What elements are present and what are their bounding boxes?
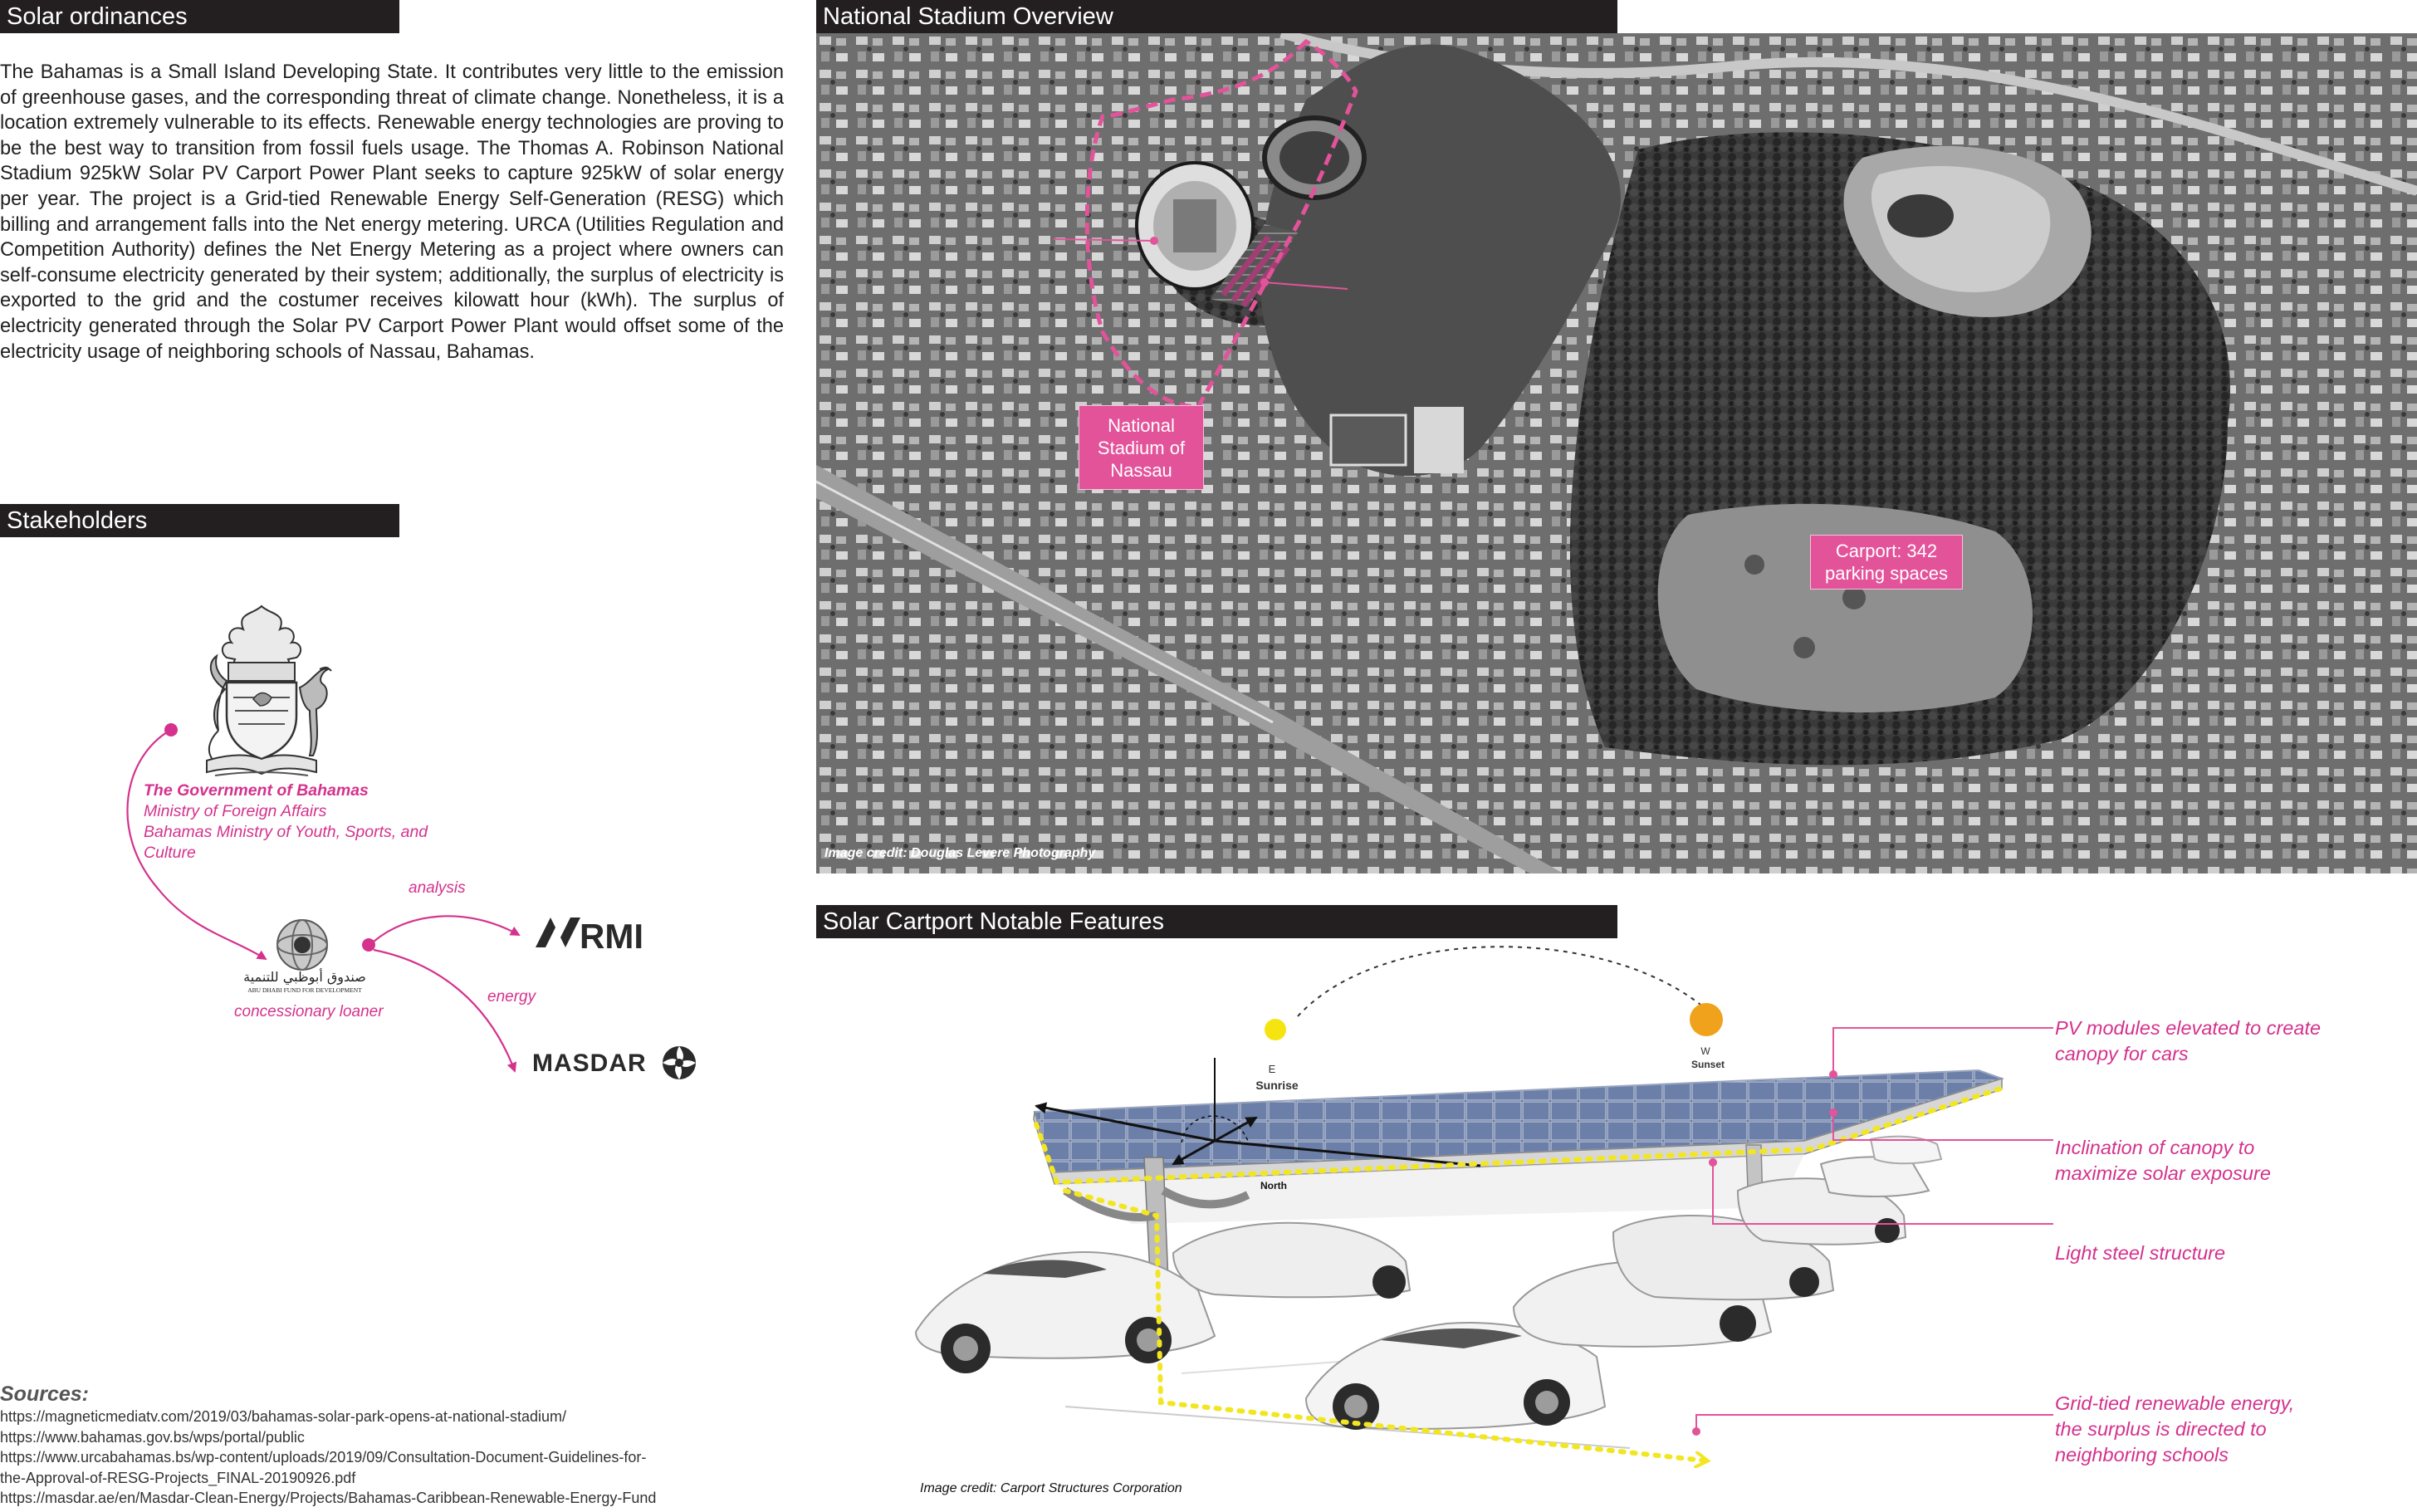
rmi-logo-text: RMI [580, 917, 643, 956]
stadium-callout-line-3: Nassau [1110, 459, 1172, 481]
stadium-callout-line-1: National [1108, 414, 1175, 436]
feature-grid-tied [2055, 1391, 2294, 1468]
fund-arabic-name: صندوق أبوظبي للتنمية [243, 969, 366, 985]
carport-callout-line-1: Carport: 342 [1835, 541, 1938, 561]
feature-pv-modules-line-1: PV modules elevated to create [2055, 1017, 2322, 1039]
aerial-map-graphic [816, 33, 2417, 873]
stadium-callout-line-2: Stadium of [1097, 437, 1186, 458]
header-solar-ordinances: Solar ordinances [0, 0, 399, 33]
header-cartport-features: Solar Cartport Notable Features [816, 905, 1617, 938]
feature-inclination-line-2: maximize solar exposure [2055, 1162, 2271, 1184]
government-title: The Government of Bahamas [144, 781, 369, 800]
header-stakeholders: Stakeholders [0, 504, 399, 537]
sources-section [0, 1382, 747, 1509]
sunrise-label: Sunrise [1255, 1079, 1299, 1092]
sunset-label: Sunset [1690, 1059, 1725, 1070]
feature-light-steel [2055, 1240, 2225, 1266]
masdar-logo-text: MASDAR [532, 1050, 647, 1077]
feature-inclination-line-1: Inclination of canopy to [2055, 1137, 2255, 1158]
feature-pv-modules-line-2: canopy for cars [2055, 1043, 2189, 1064]
abu-dhabi-fund-logo-icon [277, 920, 327, 970]
government-ministry-culture: Culture [144, 844, 196, 862]
fund-english-name: ABU DHABI FUND FOR DEVELOPMENT [247, 986, 362, 994]
carport-callout [1810, 535, 1963, 590]
feature-grid-tied-line-3: neighboring schools [2055, 1444, 2229, 1466]
sources-title: Sources: [0, 1382, 89, 1406]
header-stadium-overview: National Stadium Overview [816, 0, 1617, 33]
car-second-left [1173, 1223, 1410, 1299]
feature-grid-tied-line-2: the surplus is directed to [2055, 1418, 2267, 1440]
cartport-photo-credit: Image credit: Carport Structures Corporation [920, 1481, 1182, 1495]
sunrise-sun-icon [1265, 1019, 1286, 1040]
stadium-callout [1079, 405, 1204, 490]
feature-inclination [2055, 1135, 2271, 1187]
rmi-logo-icon [536, 917, 580, 947]
source-link-2[interactable]: https://www.bahamas.gov.bs/wps/portal/public [0, 1428, 305, 1446]
sunrise-direction: E [1268, 1063, 1276, 1075]
stadium-photo-credit: Image credit: Douglas Levere Photography [824, 846, 1096, 860]
source-link-4[interactable]: https://masdar.ae/en/Masdar-Clean-Energy/Projects/Bahamas-Caribbean-Renewable-Energy-Fund [0, 1490, 657, 1507]
sunset-sun-icon [1690, 1003, 1723, 1036]
source-link-1[interactable]: https://magneticmediatv.com/2019/03/bahamas-solar-park-opens-at-national-stadium/ [0, 1408, 567, 1425]
government-ministry-foreign: Ministry of Foreign Affairs [144, 802, 327, 820]
bahamas-coat-of-arms-icon [207, 606, 331, 776]
energy-label: energy [487, 988, 536, 1006]
north-label: North [1260, 1180, 1287, 1191]
fund-role-label: concessionary loaner [234, 1003, 384, 1020]
feature-light-steel-line-1: Light steel structure [2055, 1242, 2226, 1264]
government-stakeholder [144, 780, 492, 864]
stadium-aerial-photo [816, 33, 2417, 873]
sunset-direction: W [1700, 1045, 1710, 1057]
source-link-3[interactable]: https://www.urcabahamas.bs/wp-content/uploads/2019/09/Consultation-Document-Guidelines-for- [0, 1449, 647, 1466]
analysis-label: analysis [409, 879, 466, 897]
intro-paragraph: The Bahamas is a Small Island Developing State. It contributes very little to the emission of greenhouse gases, and the corresponding threat of climate change. Nonetheless, it is a location extremely vulnerable to its effects. Renewable energy technologies are proving to be the best way to transition from fossil fuels usage. The Thomas A. Robinson National Stadium 925kW Solar PV Carport Power Plant seeks to capture 925kW of solar energy per year. The project is a Grid-tied Renewable Energy Self-Generation (RESG) which billing and arrangement falls into the Net energy metering. URCA (Utilities Regulation and Competition Authority) defines the Net Energy Metering as a project where owners can self-consume electricity generated by their system; additionally, the surplus of electricity is exported to the grid and the costumer receives kilowatt hour (kWh). The surplus of electricity generated through the Solar PV Carport Power Plant would offset some of the electricity usage of neighboring schools of Nassau, Bahamas. [0, 61, 784, 363]
government-ministry-youth: Bahamas Ministry of Youth, Sports, and [144, 823, 428, 841]
masdar-swirl-icon [663, 1046, 696, 1079]
source-link-3-cont[interactable]: the-Approval-of-RESG-Projects_FINAL-20190926.pdf [0, 1469, 356, 1486]
feature-pv-modules [2055, 1015, 2321, 1067]
feature-grid-tied-line-1: Grid-tied renewable energy, [2055, 1392, 2295, 1414]
carport-callout-line-2: parking spaces [1825, 563, 1948, 584]
